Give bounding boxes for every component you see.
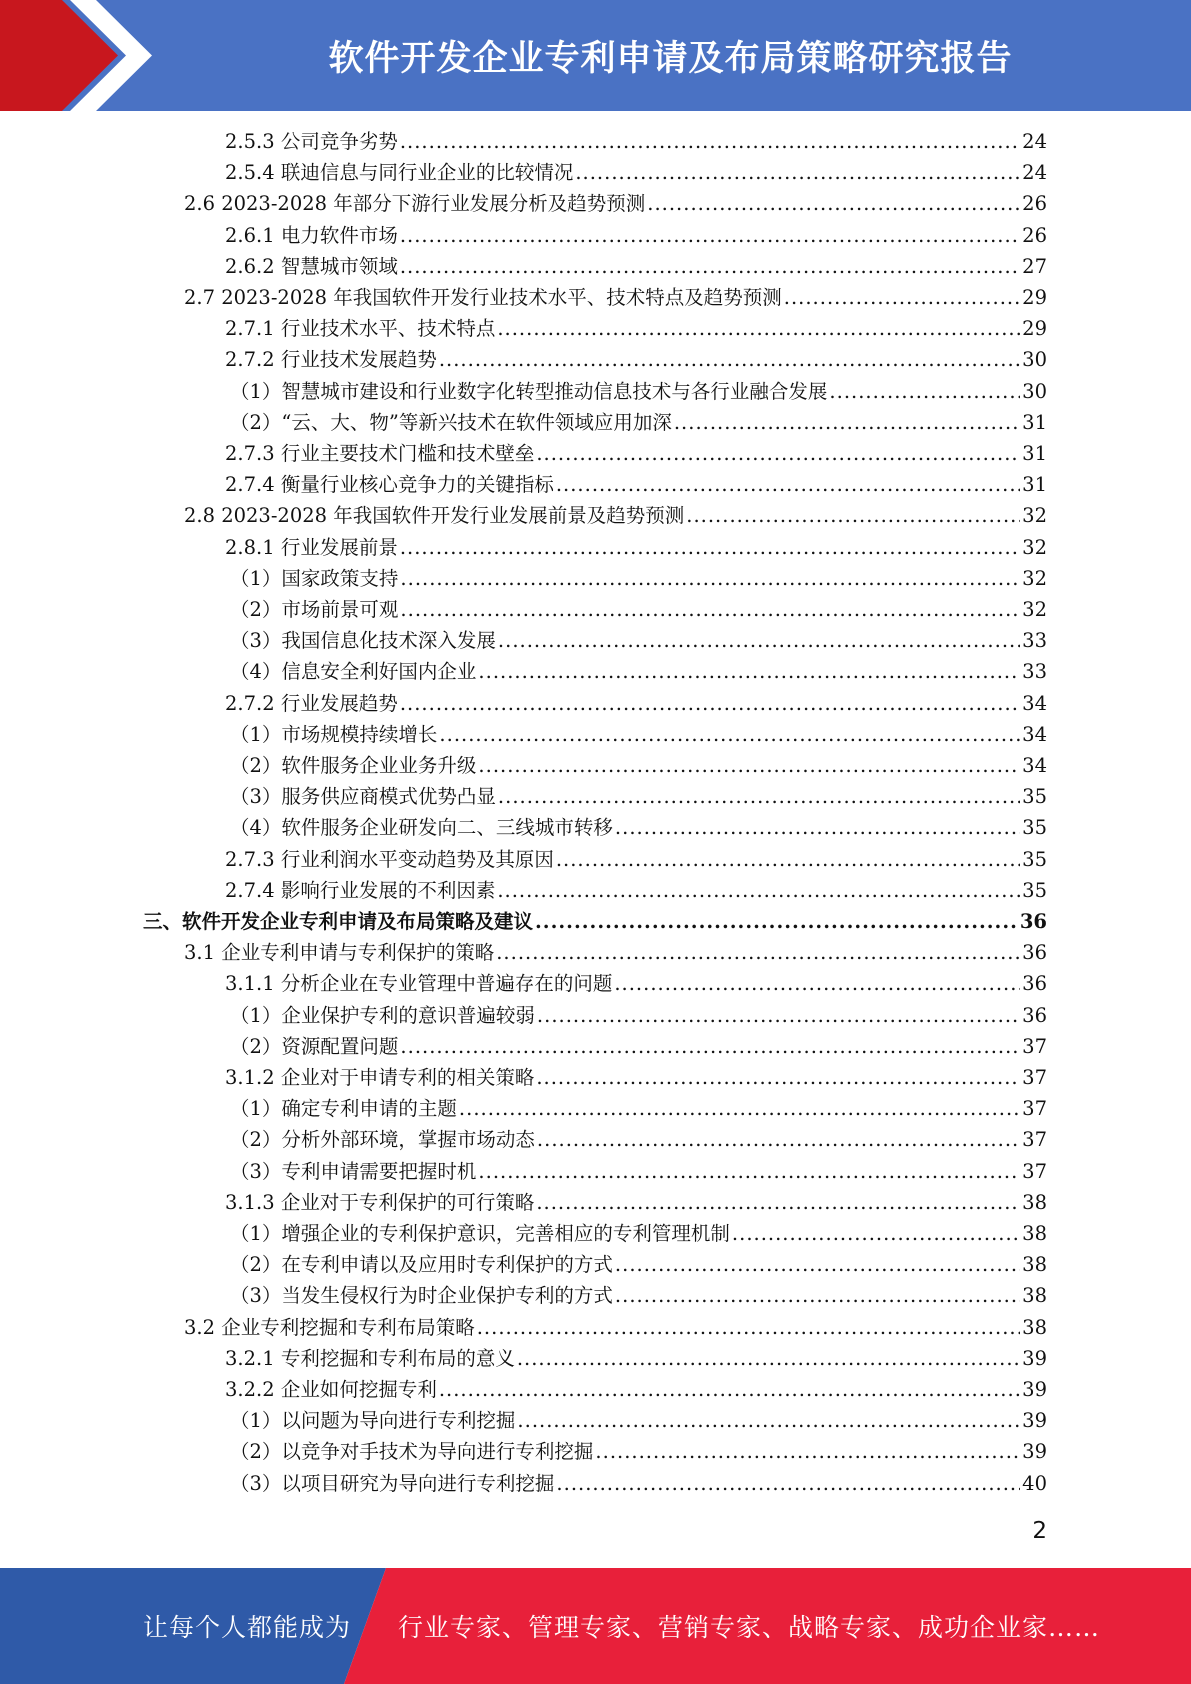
toc-entry-title: 3.2 企业专利挖掘和专利布局策略 — [184, 1315, 475, 1339]
toc-entry-page: 26 — [1022, 223, 1047, 247]
toc-dot-leader — [647, 188, 1020, 219]
toc-entry-title: （2）“云、大、物”等新兴技术在软件领域应用加深 — [230, 410, 672, 434]
toc-entry-page: 35 — [1022, 847, 1047, 871]
toc-entry[interactable] — [225, 1187, 1047, 1218]
toc-entry-page: 26 — [1022, 192, 1047, 216]
header-bar — [0, 0, 1191, 111]
toc-entry-title: 2.5.4 联迪信息与同行业企业的比较情况 — [225, 161, 574, 185]
toc-entry-title: （1）以问题为导向进行专利挖掘 — [230, 1409, 516, 1433]
toc-entry-page: 34 — [1022, 754, 1047, 777]
toc-entry[interactable] — [225, 157, 1047, 188]
toc-dot-leader — [615, 1280, 1020, 1311]
toc-entry-page: 36 — [1022, 941, 1047, 965]
toc-entry[interactable] — [225, 438, 1047, 469]
toc-entry[interactable] — [184, 937, 1047, 968]
toc-entry-title: （1）企业保护专利的意识普遍较弱 — [230, 1003, 535, 1027]
toc-entry-page: 34 — [1022, 691, 1047, 715]
toc-dot-leader — [400, 688, 1020, 719]
toc-entry[interactable] — [230, 656, 1047, 687]
toc-entry-title: 2.7.4 衡量行业核心竞争力的关键指标 — [225, 473, 554, 497]
toc-dot-leader — [575, 157, 1020, 188]
toc-entry[interactable] — [230, 594, 1047, 625]
toc-entry-title: 3.2.1 专利挖掘和专利布局的意义 — [225, 1346, 515, 1370]
toc-entry-title: （1）增强企业的专利保护意识，完善相应的专利管理机制 — [230, 1222, 730, 1245]
toc-entry-title: 三、软件开发企业专利申请及布局策略及建议 — [143, 910, 534, 933]
toc-entry[interactable] — [230, 1156, 1047, 1187]
toc-dot-leader — [732, 1218, 1020, 1249]
toc-dot-leader — [784, 282, 1020, 313]
toc-dot-leader — [517, 1405, 1020, 1436]
toc-entry-page: 35 — [1022, 785, 1047, 809]
toc-entry-page: 40 — [1022, 1471, 1047, 1495]
toc-entry[interactable] — [225, 875, 1047, 906]
toc-dot-leader — [400, 532, 1020, 563]
toc-entry[interactable] — [230, 1436, 1047, 1467]
toc-entry[interactable] — [225, 1343, 1047, 1374]
toc-dot-leader — [498, 781, 1020, 812]
toc-entry-title: 3.2.2 企业如何挖掘专利 — [225, 1378, 437, 1401]
toc-entry[interactable] — [225, 844, 1047, 875]
toc-entry-page: 35 — [1022, 878, 1047, 902]
toc-entry[interactable] — [230, 1468, 1047, 1499]
toc-entry[interactable] — [230, 625, 1047, 656]
footer-banner — [0, 1568, 1191, 1684]
toc-entry-title: 3.1 企业专利申请与专利保护的策略 — [184, 941, 495, 965]
toc-entry[interactable] — [230, 781, 1047, 812]
toc-dot-leader — [829, 376, 1020, 407]
toc-dot-leader — [478, 1156, 1020, 1187]
toc-entry-page: 39 — [1022, 1346, 1047, 1370]
footer-slogan-right: 行业专家、管理专家、营销专家、战略专家、成功企业家…… — [398, 1613, 1101, 1642]
toc-dot-leader — [536, 1187, 1020, 1218]
toc-entry-page: 33 — [1022, 629, 1047, 653]
toc-entry-page: 32 — [1022, 598, 1047, 621]
toc-entry[interactable] — [230, 1000, 1047, 1031]
toc-entry-page: 29 — [1022, 317, 1047, 341]
toc-entry[interactable] — [230, 376, 1047, 407]
toc-entry-title: 2.7.3 行业主要技术门槛和技术壁垒 — [225, 442, 535, 465]
toc-entry-title: （2）软件服务企业业务升级 — [230, 754, 477, 777]
toc-entry-title: （2）以竞争对手技术为导向进行专利挖掘 — [230, 1440, 594, 1464]
toc-entry-title: （3）我国信息化技术深入发展 — [230, 629, 496, 653]
toc-entry-page: 39 — [1022, 1440, 1047, 1464]
toc-dot-leader — [477, 1312, 1020, 1343]
toc-dot-leader — [497, 875, 1020, 906]
toc-entry[interactable] — [225, 1062, 1047, 1093]
toc-entry-title: 3.1.1 分析企业在专业管理中普遍存在的问题 — [225, 972, 613, 996]
toc-entry-title: 2.7.4 影响行业发展的不利因素 — [225, 878, 496, 902]
toc-entry-page: 37 — [1022, 1034, 1047, 1058]
toc-entry[interactable] — [225, 220, 1047, 251]
toc-entry-title: 2.6 2023-2028 年部分下游行业发展分析及趋势预测 — [184, 192, 646, 216]
toc-entry[interactable] — [225, 532, 1047, 563]
toc-dot-leader — [536, 1062, 1020, 1093]
toc-entry[interactable] — [230, 750, 1047, 781]
toc-entry-page: 31 — [1022, 473, 1047, 497]
toc-dot-leader — [615, 812, 1020, 843]
toc-entry[interactable] — [230, 1249, 1047, 1280]
toc-entry-page: 36 — [1019, 910, 1047, 933]
toc-entry[interactable] — [230, 1031, 1047, 1062]
toc-dot-leader — [400, 1031, 1020, 1062]
toc-dot-leader — [496, 937, 1020, 968]
toc-dot-leader — [615, 1249, 1020, 1280]
toc-entry-title: （4）软件服务企业研发向二、三线城市转移 — [230, 816, 613, 840]
toc-entry-title: 2.6.2 智慧城市领域 — [225, 254, 398, 278]
toc-entry[interactable] — [184, 1312, 1047, 1343]
toc-entry-title: 2.7.3 行业利润水平变动趋势及其原因 — [225, 847, 554, 871]
toc-entry-title: 2.7.2 行业发展趋势 — [225, 691, 398, 715]
toc-entry-title: （3）以项目研究为导向进行专利挖掘 — [230, 1471, 555, 1495]
toc-dot-leader — [614, 968, 1020, 999]
toc-entry[interactable] — [225, 469, 1047, 500]
toc-dot-leader — [400, 251, 1020, 282]
toc-entry[interactable] — [184, 500, 1047, 531]
toc-dot-leader — [400, 563, 1020, 594]
toc-entry-title: （1）智慧城市建设和行业数字化转型推动信息技术与各行业融合发展 — [230, 379, 828, 403]
toc-entry-title: （3）专利申请需要把握时机 — [230, 1159, 477, 1183]
toc-entry-page: 24 — [1022, 161, 1047, 185]
toc-entry-page: 29 — [1022, 286, 1047, 309]
toc-entry-page: 38 — [1022, 1315, 1047, 1339]
footer-slogan-left: 让每个人都能成为 — [143, 1613, 352, 1642]
toc-dot-leader — [400, 594, 1020, 625]
toc-entry[interactable] — [230, 1405, 1047, 1436]
toc-entry-title: （3）服务供应商模式优势凸显 — [230, 785, 496, 809]
toc-dot-leader — [537, 1000, 1020, 1031]
toc-entry-page: 39 — [1022, 1378, 1047, 1401]
toc-dot-leader — [439, 719, 1020, 750]
toc-entry[interactable] — [143, 906, 1047, 937]
toc-entry-page: 37 — [1022, 1066, 1047, 1089]
toc-entry-title: 2.8 2023-2028 年我国软件开发行业发展前景及趋势预测 — [184, 504, 685, 528]
toc-entry-title: 3.1.2 企业对于申请专利的相关策略 — [225, 1066, 535, 1089]
toc-entry-page: 31 — [1022, 410, 1047, 434]
toc-entry-page: 38 — [1022, 1253, 1047, 1277]
toc-entry[interactable] — [230, 1093, 1047, 1124]
toc-entry-page: 32 — [1022, 566, 1047, 590]
toc-dot-leader — [459, 1093, 1020, 1124]
toc-dot-leader — [400, 126, 1020, 157]
toc-dot-leader — [556, 469, 1020, 500]
toc-entry-page: 36 — [1022, 1003, 1047, 1027]
toc-entry-page: 35 — [1022, 816, 1047, 840]
toc-entry[interactable] — [225, 251, 1047, 282]
toc-entry-title: （3）当发生侵权行为时企业保护专利的方式 — [230, 1284, 613, 1308]
toc-entry-title: （1）市场规模持续增长 — [230, 722, 438, 746]
toc-dot-leader — [595, 1436, 1020, 1467]
toc-entry-title: （2）市场前景可观 — [230, 598, 399, 621]
toc-entry-title: （4）信息安全利好国内企业 — [230, 660, 477, 684]
toc-entry[interactable] — [230, 407, 1047, 438]
toc-dot-leader — [497, 313, 1020, 344]
toc-entry-title: 2.8.1 行业发展前景 — [225, 535, 398, 559]
toc-entry[interactable] — [230, 563, 1047, 594]
toc-dot-leader — [535, 906, 1018, 937]
toc-entry[interactable] — [225, 1374, 1047, 1405]
red-chevron-icon — [0, 0, 160, 111]
toc-entry-title: （1）国家政策支持 — [230, 566, 399, 590]
toc-entry-page: 37 — [1022, 1097, 1047, 1121]
toc-entry[interactable] — [225, 344, 1047, 375]
toc-entry-page: 37 — [1022, 1159, 1047, 1183]
toc-entry-page: 38 — [1022, 1190, 1047, 1214]
toc-entry-title: （2）分析外部环境，掌握市场动态 — [230, 1128, 535, 1152]
toc-entry-title: 3.1.3 企业对于专利保护的可行策略 — [225, 1190, 535, 1214]
toc-entry[interactable] — [225, 688, 1047, 719]
toc-entry-page: 36 — [1022, 972, 1047, 996]
toc-entry[interactable] — [230, 1218, 1047, 1249]
toc-dot-leader — [439, 1374, 1020, 1405]
toc-entry-page: 38 — [1022, 1284, 1047, 1308]
toc-dot-leader — [400, 220, 1020, 251]
toc-dot-leader — [478, 750, 1020, 781]
toc-entry-page: 31 — [1022, 442, 1047, 465]
toc-dot-leader — [478, 656, 1020, 687]
toc-entry-page: 39 — [1022, 1409, 1047, 1433]
toc-entry-title: （1）确定专利申请的主题 — [230, 1097, 457, 1121]
toc-entry[interactable] — [230, 1280, 1047, 1311]
page-number: 2 — [1032, 1518, 1047, 1544]
toc-entry[interactable] — [225, 313, 1047, 344]
toc-dot-leader — [439, 344, 1020, 375]
toc-entry-title: 2.7.1 行业技术水平、技术特点 — [225, 317, 496, 341]
toc-entry-page: 30 — [1022, 348, 1047, 372]
toc-entry[interactable] — [184, 188, 1047, 219]
toc-entry-title: 2.7.2 行业技术发展趋势 — [225, 348, 437, 372]
toc-entry-page: 32 — [1022, 504, 1047, 528]
document-title: 软件开发企业专利申请及布局策略研究报告 — [328, 38, 1013, 79]
toc-entry-page: 24 — [1022, 130, 1047, 153]
toc-dot-leader — [536, 438, 1020, 469]
toc-entry-page: 37 — [1022, 1128, 1047, 1152]
toc-entry[interactable] — [230, 1124, 1047, 1155]
toc-dot-leader — [556, 1468, 1020, 1499]
toc-entry-title: （2）资源配置问题 — [230, 1034, 399, 1058]
toc-entry-page: 34 — [1022, 722, 1047, 746]
toc-entry[interactable] — [225, 126, 1047, 157]
toc-dot-leader — [537, 1124, 1020, 1155]
toc-entry-page: 33 — [1022, 660, 1047, 684]
toc-dot-leader — [556, 844, 1020, 875]
toc-entry-page: 32 — [1022, 535, 1047, 559]
toc-entry[interactable] — [230, 719, 1047, 750]
toc-dot-leader — [686, 500, 1020, 531]
toc-entry[interactable] — [225, 968, 1047, 999]
toc-entry-page: 38 — [1022, 1222, 1047, 1245]
toc-entry-title: 2.6.1 电力软件市场 — [225, 223, 398, 247]
toc-dot-leader — [498, 625, 1020, 656]
toc-entry-title: 2.7 2023-2028 年我国软件开发行业技术水平、技术特点及趋势预测 — [184, 286, 782, 309]
toc-entry-page: 30 — [1022, 379, 1047, 403]
toc-entry-page: 27 — [1022, 254, 1047, 278]
toc-entry-title: 2.5.3 公司竞争劣势 — [225, 130, 398, 153]
toc-entry[interactable] — [184, 282, 1047, 313]
toc-dot-leader — [674, 407, 1020, 438]
toc-entry[interactable] — [230, 812, 1047, 843]
toc-dot-leader — [517, 1343, 1020, 1374]
toc-entry-title: （2）在专利申请以及应用时专利保护的方式 — [230, 1253, 613, 1277]
